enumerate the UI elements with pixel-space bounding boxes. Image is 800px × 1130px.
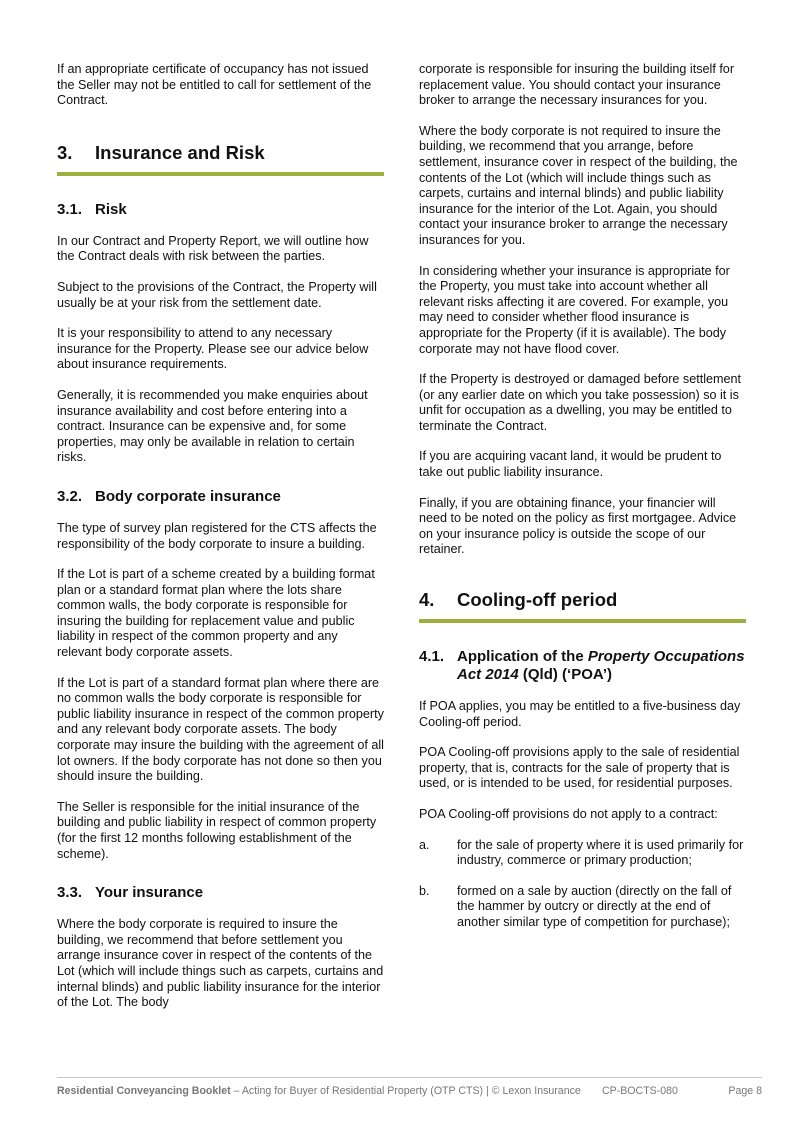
subsection-4-1-heading bbox=[419, 648, 746, 684]
paragraph: If the Lot is part of a standard format plan where there are no common walls the body corporate is responsible for public liability insurance in respect of the common property and any relevant body corporate assets. The body corporate may insure the building with the agreement of all lot owners. If the body corporate has not done so then you should insure the building. bbox=[57, 675, 384, 784]
section-number: 3. bbox=[57, 141, 73, 163]
paragraph: Subject to the provisions of the Contract, the Property will usually be at your risk from the settlement date. bbox=[57, 279, 377, 310]
subsection-title: Risk bbox=[95, 200, 127, 218]
subsection-title: Body corporate insurance bbox=[95, 487, 281, 505]
paragraph: If you are acquiring vacant land, it would be prudent to take out public liability insurance. bbox=[419, 449, 722, 480]
list-text: for the sale of property where it is used primarily for industry, commerce or primary production; bbox=[457, 837, 744, 868]
footer-document-code: CP-BOCTS-080 bbox=[602, 1085, 678, 1097]
paragraph: Where the body corporate is required to insure the building, we recommend that before settlement you arrange insurance cover in respect of the contents of the Lot (which will include things such as carpets, curtains and internal blinds) and public liability insurance for the interior of the Lot. The body bbox=[57, 917, 384, 1010]
page-footer bbox=[57, 1085, 762, 1097]
subsection-3-1-heading bbox=[57, 201, 384, 219]
footer-document-title bbox=[57, 1085, 602, 1097]
title-act-name: Property Occupations Act 2014 bbox=[457, 648, 745, 684]
paragraph: Finally, if you are obtaining finance, your financier will need to be noted on the policy as first mortgagee. Advice on your insurance policy is outside the scope of our retainer. bbox=[419, 495, 737, 557]
list-text: formed on a sale by auction (directly on the fall of the hammer by outcry or directly at the end of another similar type of competition for purchase); bbox=[457, 883, 732, 929]
list-label: a. bbox=[419, 837, 430, 852]
paragraph: If the Lot is part of a scheme created by a building format plan or a standard format plan where the lots share common walls, the body corporate is responsible for insuring the building for replacement value and public liability in respect of the common property and any relevant body corporate assets. bbox=[57, 567, 375, 660]
subsection-number: 3.2. bbox=[57, 487, 83, 505]
left-column bbox=[57, 62, 384, 1026]
paragraph: Where the body corporate is not required to insure the building, we recommend that you arrange, before settlement, insurance cover in respect of the building, the contents of the Lot (which will include things such as carpets, curtains and internal blinds) and public liability insurance for the interior of the Lot. Again, you should contact your insurance broker to arrange the necessary insurances for you. bbox=[419, 123, 738, 247]
section-4-heading bbox=[419, 589, 746, 623]
intro-paragraph: If an appropriate certificate of occupancy has not issued the Seller may not be entitled to call for settlement of the Contract. bbox=[57, 62, 372, 108]
paragraph: Generally, it is recommended you make enquiries about insurance availability and cost before entering into a contract. Insurance can be expensive and, for some properties, may only be available in relation to certain risks. bbox=[57, 387, 368, 465]
subsection-title bbox=[457, 648, 746, 684]
page-number: Page 8 bbox=[728, 1085, 762, 1097]
section-number: 4. bbox=[419, 589, 435, 611]
section-title: Insurance and Risk bbox=[95, 141, 265, 163]
paragraph: If the Property is destroyed or damaged before settlement (or any earlier date on which you take possession) so it is unfit for occupation as a dwelling, you may be entitled to terminate the Contract. bbox=[419, 372, 742, 433]
paragraph: corporate is responsible for insuring the building itself for replacement value. You should contact your insurance broker to arrange the necessary insurances for you. bbox=[419, 62, 735, 108]
title-suffix: (Qld) (‘POA’) bbox=[518, 666, 613, 684]
subsection-number: 4.1. bbox=[419, 648, 445, 666]
list-item bbox=[419, 884, 746, 931]
section-title: Cooling-off period bbox=[457, 589, 618, 611]
footer-booklet-name: Residential Conveyancing Booklet bbox=[57, 1085, 231, 1097]
paragraph: If POA applies, you may be entitled to a five-business day Cooling-off period. bbox=[419, 699, 741, 729]
footer-divider bbox=[57, 1077, 762, 1078]
paragraph: The type of survey plan registered for the CTS affects the responsibility of the body corporate to insure a building. bbox=[57, 520, 377, 551]
subsection-3-3-heading bbox=[57, 884, 384, 902]
paragraph: POA Cooling-off provisions do not apply to a contract: bbox=[419, 807, 718, 821]
paragraph: POA Cooling-off provisions apply to the sale of residential property, that is, contracts for the sale of property that is used, or is intended to be used, for residential purposes. bbox=[419, 745, 740, 791]
section-3-heading bbox=[57, 142, 384, 176]
paragraph: In our Contract and Property Report, we will outline how the Contract deals with risk between the parties. bbox=[57, 233, 369, 264]
paragraph: The Seller is responsible for the initial insurance of the building and public liability in respect of common property (for the first 12 months following establishment of the scheme). bbox=[57, 799, 377, 861]
list-label: b. bbox=[419, 883, 430, 898]
paragraph: It is your responsibility to attend to any necessary insurance for the Property. Please see our advice below about insurance requirements. bbox=[57, 326, 369, 372]
right-column bbox=[419, 62, 746, 946]
footer-subtitle: – Acting for Buyer of Residential Property (OTP CTS) | © Lexon Insurance bbox=[230, 1085, 581, 1097]
list-item bbox=[419, 838, 746, 869]
subsection-title: Your insurance bbox=[95, 884, 204, 902]
subsection-3-2-heading bbox=[57, 488, 384, 506]
subsection-number: 3.1. bbox=[57, 200, 83, 218]
paragraph: In considering whether your insurance is appropriate for the Property, you must take into account whether all relevant risks affecting it are covered. For example, you may need to consider whether flood insurance is appropriate for the Property (if it is available). The body corporate may not have flood cover. bbox=[419, 263, 730, 356]
subsection-number: 3.3. bbox=[57, 884, 83, 902]
title-prefix: Application of the bbox=[457, 648, 588, 666]
